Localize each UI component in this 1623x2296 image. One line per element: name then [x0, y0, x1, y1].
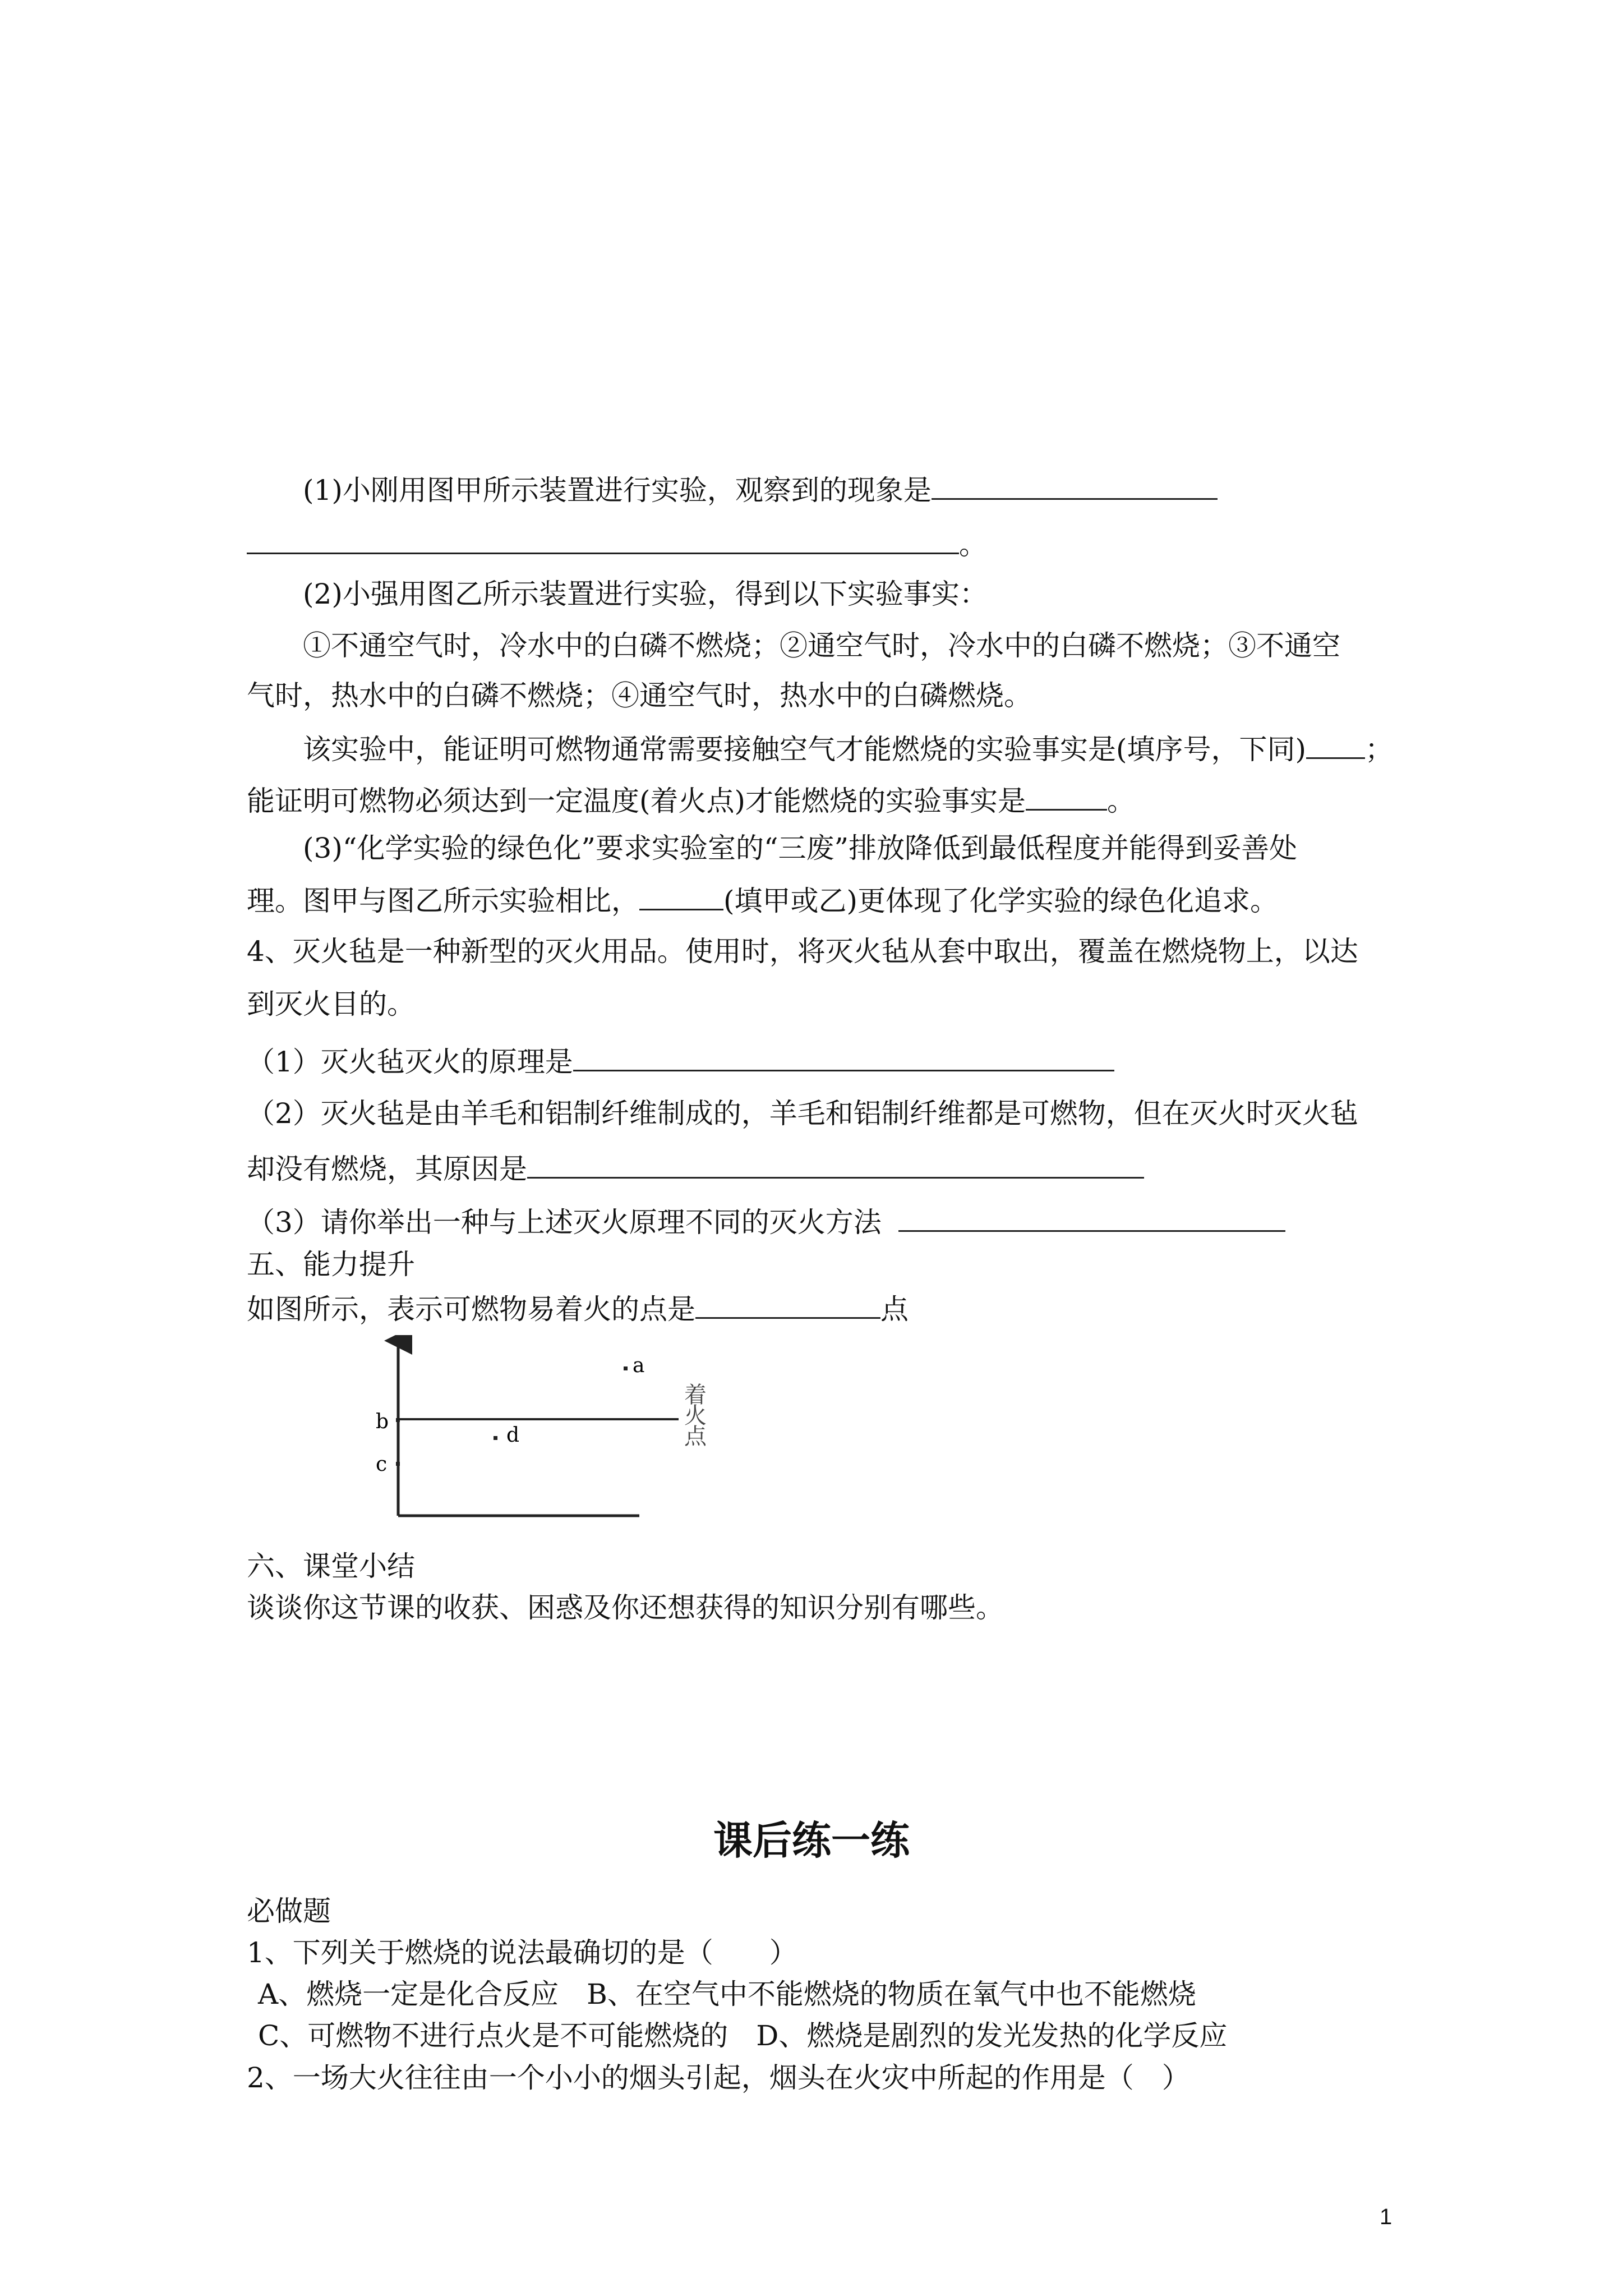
line-label-char3: 点: [684, 1424, 707, 1450]
answer-blank[interactable]: [247, 524, 959, 554]
answer-blank[interactable]: [898, 1202, 1285, 1232]
homework-required-label: 必做题: [247, 1895, 331, 1927]
answer-blank[interactable]: [639, 881, 723, 910]
answer-blank[interactable]: [1306, 729, 1365, 759]
point-b-marker: [396, 1418, 400, 1422]
q3-part3-line2: 理。图甲与图乙所示实验相比， (填甲或乙)更体现了化学实验的绿色化追求。: [247, 881, 1278, 919]
q4-sub2-line1: （2）灭火毡是由羊毛和铝制纤维制成的，羊毛和铝制纤维都是可燃物，但在灭火时灭火毡: [247, 1097, 1358, 1130]
q4-sub1: （1）灭火毡灭火的原理是: [247, 1042, 1114, 1080]
point-a-label: a: [633, 1354, 645, 1377]
homework-q1-options-ab: A、燃烧一定是化合反应 B、在空气中不能燃烧的物质在氧气中也不能燃烧: [258, 1978, 1196, 2010]
point-c-label: c: [376, 1453, 388, 1476]
q3-part3-line1: (3)“化学实验的绿色化”要求实验室的“三废”排放降低到最低程度并能得到妥善处: [303, 832, 1298, 864]
line-label-char2: 火: [684, 1403, 707, 1429]
q4-sub3: （3）请你举出一种与上述灭火原理不同的灭火方法: [247, 1202, 1285, 1240]
section6-text: 谈谈你这节课的收获、困惑及你还想获得的知识分别有哪些。: [247, 1591, 1004, 1624]
q3-part1-cont: 。: [247, 524, 987, 563]
point-d-label: d: [506, 1424, 520, 1447]
point-a-marker: [624, 1366, 628, 1370]
q3-part1: (1)小刚用图甲所示装置进行实验，观察到的现象是: [303, 470, 1218, 508]
section5-question: 如图所示，表示可燃物易着火的点是 点: [247, 1289, 909, 1327]
answer-blank[interactable]: [1026, 781, 1107, 811]
answer-blank[interactable]: [573, 1042, 1114, 1071]
q3-facts-line2: 气时，热水中的白磷不燃烧；④通空气时，热水中的白磷燃烧。: [247, 679, 1032, 712]
homework-q1: 1、下列关于燃烧的说法最确切的是（ ）: [247, 1936, 797, 1969]
q4-line2: 到灭火目的。: [247, 988, 415, 1020]
page-number: 1: [1380, 2205, 1393, 2229]
homework-title: 课后练一练: [713, 1818, 910, 1864]
homework-q1-options-cd: C、可燃物不进行点火是不可能燃烧的 D、燃烧是剧烈的发光发热的化学反应: [258, 2019, 1228, 2052]
q4-line1: 4、灭火毡是一种新型的灭火用品。使用时，将灭火毡从套中取出，覆盖在燃烧物上，以达: [247, 935, 1358, 968]
answer-blank[interactable]: [527, 1149, 1144, 1179]
point-d-marker: [494, 1436, 497, 1440]
q3-question-line2: 能证明可燃物必须达到一定温度(着火点)才能燃烧的实验事实是 。: [247, 781, 1135, 819]
point-c-marker: [396, 1462, 400, 1466]
q3-question-line1: 该实验中，能证明可燃物通常需要接触空气才能燃烧的实验事实是(填序号，下同) ；: [303, 729, 1393, 767]
q3-facts-line1: ①不通空气时，冷水中的白磷不燃烧；②通空气时，冷水中的白磷不燃烧；③不通空: [303, 629, 1340, 662]
q3-part2: (2)小强用图乙所示装置进行实验，得到以下实验事实：: [303, 578, 988, 610]
answer-blank[interactable]: [932, 470, 1218, 500]
ignition-point-diagram: [370, 1335, 729, 1531]
section6-heading: 六、课堂小结: [247, 1550, 415, 1582]
q4-sub2-line2: 却没有燃烧，其原因是: [247, 1149, 1144, 1187]
line-label-char1: 着: [684, 1382, 707, 1408]
homework-q2: 2、一场大火往往由一个小小的烟头引起，烟头在火灾中所起的作用是（ ）: [247, 2062, 1190, 2094]
section5-heading: 五、能力提升: [247, 1248, 415, 1281]
answer-blank[interactable]: [695, 1289, 880, 1319]
point-b-label: b: [376, 1410, 389, 1433]
